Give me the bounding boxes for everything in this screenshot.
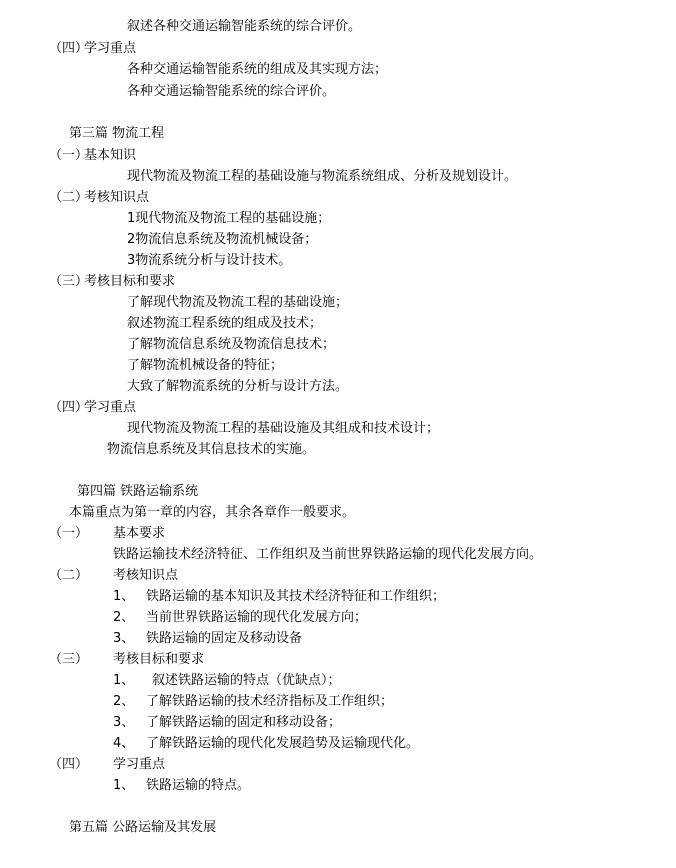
section-heading: 考核目标和要求 <box>84 274 176 289</box>
text-line: 叙述各种交通运输智能系统的综合评价。 <box>127 19 362 34</box>
list-item: 铁路运输的特点。 <box>146 778 251 793</box>
section-marker: （二） <box>49 568 89 583</box>
text-line: 现代物流及物流工程的基础设施与物流系统组成、分析及规划设计。 <box>127 169 518 184</box>
section-heading: 考核知识点 <box>84 190 150 205</box>
text-line: 了解物流机械设备的特征； <box>127 358 284 373</box>
section-heading: 考核目标和要求 <box>113 652 205 667</box>
list-number: 2、 <box>113 694 135 709</box>
text-line: 铁路运输技术经济特征、工作组织及当前世界铁路运输的现代化发展方向。 <box>113 547 543 562</box>
section-heading: 考核知识点 <box>113 568 179 583</box>
part-title: 第五篇 公路运输及其发展 <box>69 820 217 835</box>
list-item: 铁路运输的基本知识及其技术经济特征和工作组织； <box>146 589 446 604</box>
list-number: 1、 <box>113 673 135 688</box>
section-heading: 基本知识 <box>84 148 137 163</box>
section-heading: 基本要求 <box>113 526 166 541</box>
part-title: 第三篇 物流工程 <box>69 126 165 141</box>
section-marker: （一） <box>49 148 89 163</box>
text-line: 1现代物流及物流工程的基础设施； <box>127 211 331 226</box>
text-line: 本篇重点为第一章的内容，其余各章作一般要求。 <box>69 505 356 520</box>
section-heading: 学习重点 <box>84 41 137 56</box>
list-number: 2、 <box>113 610 135 625</box>
section-marker: （三） <box>49 652 89 667</box>
text-line: 现代物流及物流工程的基础设施及其组成和技术设计； <box>127 421 440 436</box>
list-item: 当前世界铁路运输的现代化发展方向； <box>146 610 368 625</box>
text-line: 2物流信息系统及物流机械设备； <box>127 232 318 247</box>
text-line: 了解物流信息系统及物流信息技术； <box>127 337 336 352</box>
list-number: 3、 <box>113 631 135 646</box>
section-heading: 学习重点 <box>84 400 137 415</box>
text-line: 物流信息系统及其信息技术的实施。 <box>107 442 316 457</box>
list-number: 4、 <box>113 736 135 751</box>
section-marker: （四） <box>49 757 89 772</box>
text-line: 各种交通运输智能系统的组成及其实现方法； <box>127 62 388 77</box>
part-title: 第四篇 铁路运输系统 <box>77 484 199 499</box>
list-number: 1、 <box>113 778 135 793</box>
section-marker: （一） <box>49 526 89 541</box>
text-line: 各种交通运输智能系统的综合评价。 <box>127 84 336 99</box>
text-line: 3物流系统分析与设计技术。 <box>127 253 292 268</box>
list-item: 叙述铁路运输的特点（优缺点）； <box>152 673 341 688</box>
section-marker: （四） <box>49 400 89 415</box>
section-marker: （三） <box>49 274 89 289</box>
text-line: 叙述物流工程系统的组成及技术； <box>127 316 323 331</box>
list-item: 了解铁路运输的技术经济指标及工作组织； <box>146 694 394 709</box>
text-line: 大致了解物流系统的分析与设计方法。 <box>127 379 349 394</box>
list-item: 了解铁路运输的固定和移动设备； <box>146 715 342 730</box>
section-marker: （二） <box>49 190 89 205</box>
text-line: 了解现代物流及物流工程的基础设施； <box>127 295 349 310</box>
list-number: 3、 <box>113 715 135 730</box>
list-item: 了解铁路运输的现代化发展趋势及运输现代化。 <box>146 736 420 751</box>
section-marker: （四） <box>49 41 89 56</box>
list-item: 铁路运输的固定及移动设备 <box>146 631 303 646</box>
section-heading: 学习重点 <box>113 757 166 772</box>
list-number: 1、 <box>113 589 135 604</box>
